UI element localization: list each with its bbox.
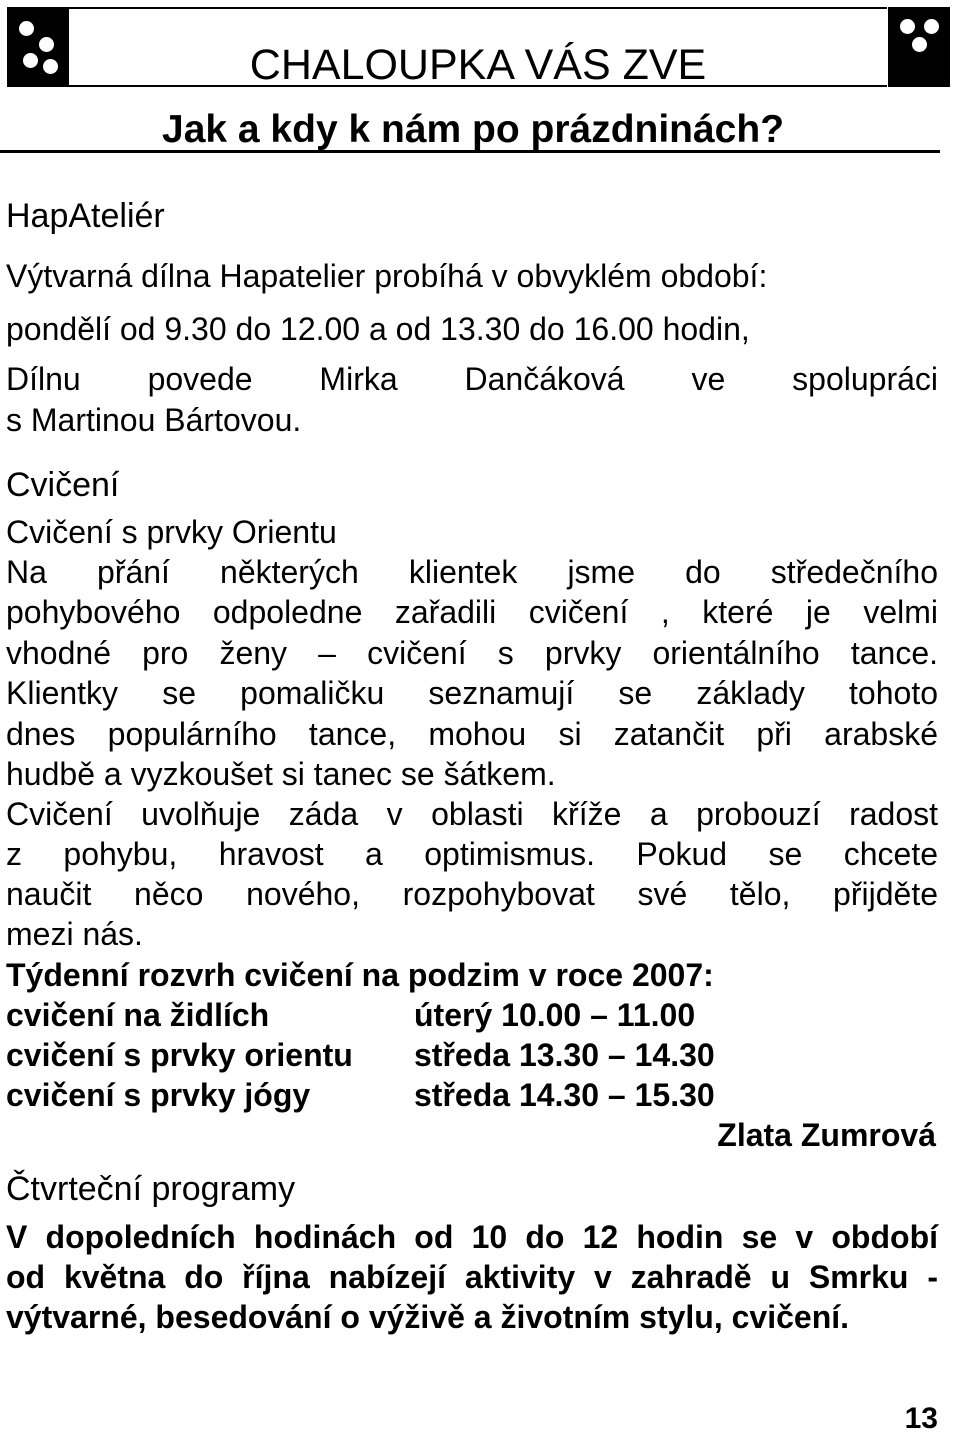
paragraph-line: pondělí od 9.30 do 12.00 a od 13.30 do 16.00 hodin, <box>6 311 750 347</box>
page-number: 13 <box>904 1402 938 1435</box>
section-heading-ctvrtecni: Čtvrteční programy <box>6 1170 296 1208</box>
schedule-activity: cvičení s prvky jógy <box>6 1077 311 1113</box>
paragraph-line: Výtvarná dílna Hapatelier probíhá v obvyklém období: <box>6 258 768 294</box>
schedule-time: středa 14.30 – 15.30 <box>414 1077 715 1113</box>
paragraph-line: z pohybu, hravost a optimismus. Pokud se chcete <box>6 836 938 872</box>
braille-dot <box>924 19 939 34</box>
paragraph-line: V dopoledních hodinách od 10 do 12 hodin se v období <box>6 1219 938 1255</box>
paragraph-line: Klientky se pomaličku seznamují se základy tohoto <box>6 675 938 711</box>
braille-ornament-right <box>888 7 950 87</box>
paragraph-line: dnes populárního tance, mohou si zatančit při arabské <box>6 716 938 752</box>
braille-dot <box>39 37 54 52</box>
paragraph-line: vhodné pro ženy – cvičení s prvky orientálního tance. <box>6 635 938 671</box>
braille-dot <box>43 59 58 74</box>
braille-dot <box>19 21 34 36</box>
author-signature: Zlata Zumrová <box>717 1117 936 1153</box>
schedule-title: Týdenní rozvrh cvičení na podzim v roce 2007: <box>6 957 714 993</box>
section-heading-cviceni: Cvičení <box>6 466 120 504</box>
paragraph-line: Na přání některých klientek jsme do středečního <box>6 554 938 590</box>
subsection-heading: Cvičení s prvky Orientu <box>6 514 337 550</box>
schedule-activity: cvičení na židlích <box>6 997 270 1033</box>
braille-dot <box>900 19 915 34</box>
paragraph-line: Cvičení uvolňuje záda v oblasti kříže a probouzí radost <box>6 796 938 832</box>
paragraph-line: od května do října nabízejí aktivity v zahradě u Smrku - <box>6 1259 938 1295</box>
schedule-time: úterý 10.00 – 11.00 <box>414 997 696 1033</box>
paragraph-line: pohybového odpoledne zařadili cvičení , které je velmi <box>6 594 938 630</box>
page-title: CHALOUPKA VÁS ZVE <box>249 41 707 89</box>
braille-dot <box>23 53 38 68</box>
paragraph-line: hudbě a vyzkoušet si tanec se šátkem. <box>6 756 556 792</box>
braille-dot <box>912 37 927 52</box>
braille-ornament-left <box>7 7 69 87</box>
paragraph-line: naučit něco nového, rozpohybovat své tělo, přijděte <box>6 876 938 912</box>
schedule-time: středa 13.30 – 14.30 <box>414 1037 715 1073</box>
paragraph-line: Dílnu povede Mirka Dančáková ve spolupráci <box>6 361 938 397</box>
header-rule <box>0 150 940 153</box>
header-frame <box>69 7 887 87</box>
paragraph-line: s Martinou Bártovou. <box>6 402 302 438</box>
paragraph-line: výtvarné, besedování o výživě a životním stylu, cvičení. <box>6 1299 850 1335</box>
schedule-activity: cvičení s prvky orientu <box>6 1037 353 1073</box>
paragraph-line: mezi nás. <box>6 916 143 952</box>
section-heading-hapatelier: HapAteliér <box>6 197 165 235</box>
page-subtitle: Jak a kdy k nám po prázdninách? <box>162 108 785 151</box>
